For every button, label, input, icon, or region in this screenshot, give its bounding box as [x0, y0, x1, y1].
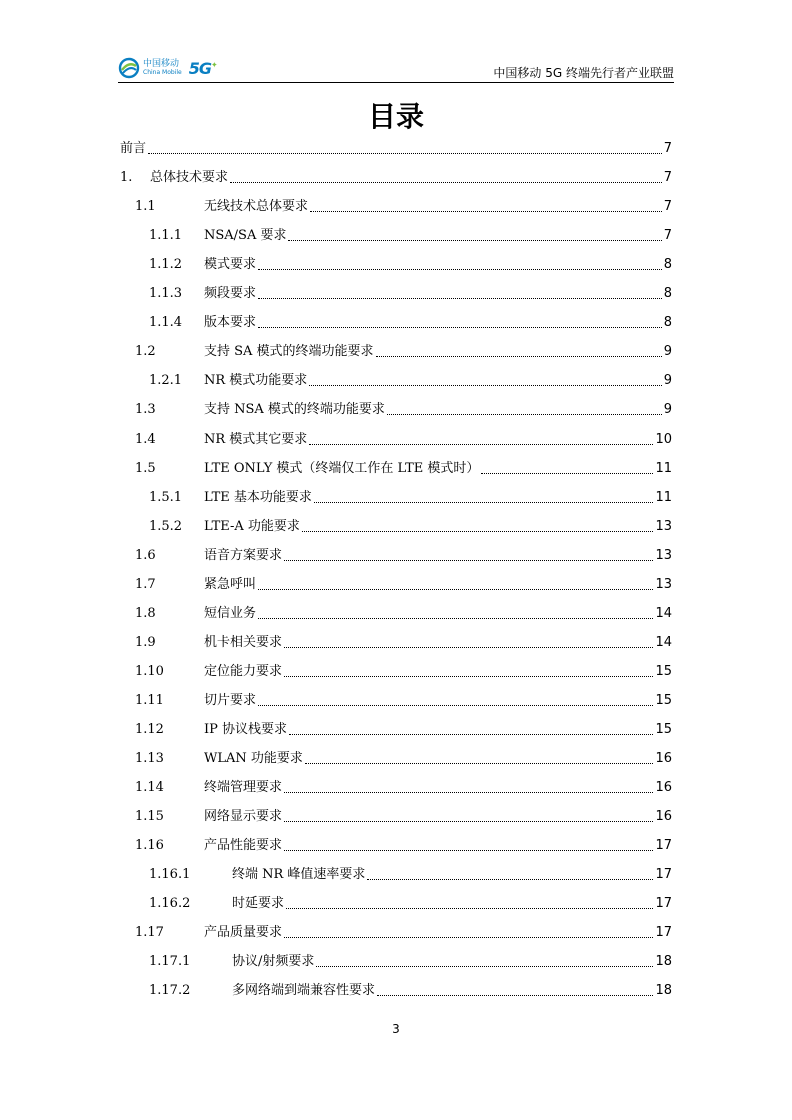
toc-entry-page: 18: [655, 954, 672, 970]
toc-entry-number: 1.: [120, 170, 133, 186]
toc-entry-number: 1.11: [135, 692, 164, 708]
toc-entry-number: 1.3: [135, 402, 156, 418]
toc-leader-dots: [314, 502, 654, 503]
toc-entry[interactable]: [135, 458, 672, 480]
toc-entry[interactable]: [135, 603, 672, 625]
toc-entry-number: 1.5.2: [149, 518, 183, 534]
toc-entry-page: 16: [655, 780, 672, 796]
toc-entry-label: 无线技术总体要求: [204, 199, 309, 215]
toc-leader-dots: [284, 937, 653, 938]
toc-entry-label: 版本要求: [204, 315, 257, 331]
logo-5g: [189, 59, 217, 78]
toc-entry-number: 1.8: [135, 605, 156, 621]
toc-entry-number: 1.17.2: [149, 983, 191, 999]
sparkle-icon: ✦: [211, 60, 217, 70]
toc-entry-label: LTE 基本功能要求: [204, 489, 312, 505]
toc-entry-label: WLAN 功能要求: [204, 751, 303, 767]
toc-leader-dots: [284, 792, 653, 793]
toc-entry-page: 17: [655, 838, 672, 854]
toc-entry-label: NR 模式其它要求: [204, 431, 308, 447]
toc-entry-label: 频段要求: [204, 286, 257, 302]
toc-entry-number: 1.12: [135, 722, 164, 737]
toc-entry-label: 时延要求: [232, 896, 285, 912]
toc-entry[interactable]: [135, 922, 672, 944]
toc-entry[interactable]: [149, 893, 672, 915]
toc-entry[interactable]: [149, 951, 672, 973]
toc-entry[interactable]: [149, 980, 672, 1002]
toc-leader-dots: [376, 356, 662, 357]
china-mobile-swirl-icon: [118, 57, 140, 79]
toc-entry-page: 18: [655, 983, 672, 999]
toc-entry-label: NR 模式功能要求: [204, 373, 308, 389]
toc-entry-number: 1.10: [135, 663, 164, 679]
toc-entry-number: 1.16: [135, 838, 164, 854]
toc-leader-dots: [316, 966, 653, 967]
toc-entry-number: 1.16.2: [149, 896, 191, 912]
toc-leader-dots: [481, 473, 653, 474]
toc-entry[interactable]: [135, 196, 672, 218]
logo-chinese-name: 中国移动: [143, 59, 180, 69]
toc-leader-dots: [258, 327, 662, 328]
logo-5g-text: 5G: [188, 58, 211, 78]
toc-entry-label: 紧急呼叫: [204, 576, 257, 592]
toc-entry-page: 13: [655, 518, 672, 534]
toc-entry-number: 1.4: [135, 431, 156, 447]
toc-entry-label: 总体技术要求: [150, 170, 229, 186]
toc-entry[interactable]: [120, 138, 672, 160]
toc-entry-number: 1.6: [135, 547, 156, 563]
china-mobile-logo: [118, 56, 217, 80]
toc-entry-page: 17: [655, 925, 672, 941]
page-header: [118, 52, 674, 83]
toc-leader-dots: [284, 647, 653, 648]
toc-entry-page: 7: [663, 170, 672, 186]
toc-entry-label: 产品质量要求: [204, 925, 283, 941]
toc-entry[interactable]: [149, 283, 672, 305]
toc-entry-number: 1.1.4: [149, 315, 183, 331]
toc-entry[interactable]: [149, 864, 672, 886]
toc-leader-dots: [284, 560, 653, 561]
toc-entry[interactable]: [120, 167, 672, 189]
toc-entry[interactable]: [135, 545, 672, 567]
toc-entry[interactable]: [135, 806, 672, 828]
toc-entry-number: 1.16.1: [149, 867, 191, 883]
toc-leader-dots: [309, 385, 661, 386]
toc-entry-page: 8: [663, 257, 672, 273]
toc-entry-page: 9: [663, 344, 672, 360]
toc-leader-dots: [284, 821, 653, 822]
toc-entry[interactable]: [149, 225, 672, 247]
toc-leader-dots: [289, 734, 653, 735]
toc-entry[interactable]: [135, 399, 672, 421]
toc-entry-page: 17: [655, 867, 672, 883]
toc-entry-page: 7: [663, 228, 672, 244]
toc-entry-label: LTE ONLY 模式（终端仅工作在 LTE 模式时）: [204, 460, 480, 476]
toc-entry-page: 15: [655, 692, 672, 708]
toc-entry[interactable]: [135, 341, 672, 363]
header-alliance-name: 中国移动 5G 终端先行者产业联盟: [493, 66, 674, 80]
toc-entry[interactable]: [135, 835, 672, 857]
toc-entry-number: 1.2: [135, 344, 156, 360]
toc-entry[interactable]: [135, 748, 672, 770]
toc-entry-label: 产品性能要求: [204, 838, 283, 854]
toc-entry-page: 14: [655, 634, 672, 650]
toc-entry[interactable]: [149, 312, 672, 334]
toc-entry-number: 1.1.2: [149, 257, 183, 273]
toc-entry-number: 1.5: [135, 460, 156, 476]
toc-entry-number: 1.13: [135, 751, 164, 767]
page-title: 目录: [367, 100, 424, 133]
page-number: 3: [392, 1022, 400, 1036]
toc-entry-number: 1.9: [135, 634, 156, 650]
toc-entry-number: 1.15: [135, 809, 164, 825]
toc-entry[interactable]: [135, 429, 672, 451]
toc-leader-dots: [305, 763, 654, 764]
toc-entry[interactable]: [135, 777, 672, 799]
toc-entry-page: 8: [663, 286, 672, 302]
toc-entry-page: 10: [655, 431, 672, 447]
toc-entry-page: 7: [663, 141, 672, 156]
toc-entry-page: 15: [655, 663, 672, 679]
toc-leader-dots: [302, 531, 654, 532]
toc-entry-label: NSA/SA 要求: [204, 228, 287, 244]
toc-entry-label: 短信业务: [204, 605, 257, 621]
toc-leader-dots: [284, 850, 653, 851]
toc-leader-dots: [258, 618, 653, 619]
toc-entry-label: 切片要求: [204, 692, 257, 708]
toc-entry-label: 多网络端到端兼容性要求: [232, 983, 376, 999]
toc-leader-dots: [258, 589, 653, 590]
toc-entry-page: 9: [663, 402, 672, 418]
toc-entry-page: 16: [655, 751, 672, 767]
toc-entry-number: 1.17: [135, 925, 164, 941]
toc-entry-number: 1.14: [135, 780, 164, 796]
toc-entry-page: 7: [663, 199, 672, 215]
toc-entry-page: 14: [655, 605, 672, 621]
toc-entry-page: 11: [655, 489, 672, 505]
toc-leader-dots: [286, 908, 653, 909]
toc-leader-dots: [288, 240, 661, 241]
toc-entry-label: 定位能力要求: [204, 663, 283, 679]
toc-entry-label: IP 协议栈要求: [204, 722, 288, 737]
toc-entry[interactable]: [135, 690, 672, 712]
toc-entry-number: 1.1: [135, 199, 156, 215]
toc-entry-label: 终端 NR 峰值速率要求: [232, 867, 366, 883]
toc-entry-page: 13: [655, 547, 672, 563]
toc-entry[interactable]: [135, 661, 672, 683]
toc-entry-label: 前言: [120, 141, 147, 156]
toc-entry-page: 8: [663, 315, 672, 331]
toc-entry-label: 语音方案要求: [204, 547, 283, 563]
toc-entry-label: 终端管理要求: [204, 780, 283, 796]
toc-entry[interactable]: [135, 719, 672, 741]
toc-entry[interactable]: [149, 370, 672, 392]
toc-entry-label: 支持 SA 模式的终端功能要求: [204, 344, 374, 360]
toc-leader-dots: [387, 414, 662, 415]
toc-entry-number: 1.5.1: [149, 489, 183, 505]
toc-entry-number: 1.1.3: [149, 286, 183, 302]
toc-leader-dots: [258, 705, 653, 706]
toc-entry-label: 模式要求: [204, 257, 257, 273]
toc-entry-label: 网络显示要求: [204, 809, 283, 825]
toc-leader-dots: [148, 153, 662, 154]
toc-leader-dots: [258, 298, 662, 299]
toc-entry[interactable]: [149, 254, 672, 276]
toc-entry[interactable]: [149, 487, 672, 509]
toc-entry-page: 9: [663, 373, 672, 389]
toc-entry-page: 15: [655, 722, 672, 737]
toc-leader-dots: [310, 211, 662, 212]
toc-entry-label: 机卡相关要求: [204, 634, 283, 650]
toc-leader-dots: [284, 676, 653, 677]
toc-leader-dots: [367, 879, 653, 880]
toc-leader-dots: [258, 269, 662, 270]
toc-entry[interactable]: [149, 516, 672, 538]
toc-leader-dots: [309, 444, 653, 445]
toc-entry-number: 1.2.1: [149, 373, 183, 389]
toc-leader-dots: [377, 995, 653, 996]
toc-entry-page: 13: [655, 576, 672, 592]
toc-entry-number: 1.7: [135, 576, 156, 592]
toc-leader-dots: [230, 182, 662, 183]
toc-entry-label: 协议/射频要求: [232, 954, 315, 970]
toc-entry-label: 支持 NSA 模式的终端功能要求: [204, 402, 385, 418]
logo-english-name: China Mobile: [143, 69, 182, 76]
toc-entry-page: 11: [655, 460, 672, 476]
toc-entry-label: LTE-A 功能要求: [204, 518, 300, 534]
toc-entry-page: 17: [655, 896, 672, 912]
toc-entry-page: 16: [655, 809, 672, 825]
toc-entry-number: 1.17.1: [149, 954, 191, 970]
toc-entry-number: 1.1.1: [149, 228, 183, 244]
toc-entry[interactable]: [135, 632, 672, 654]
toc-entry[interactable]: [135, 574, 672, 596]
